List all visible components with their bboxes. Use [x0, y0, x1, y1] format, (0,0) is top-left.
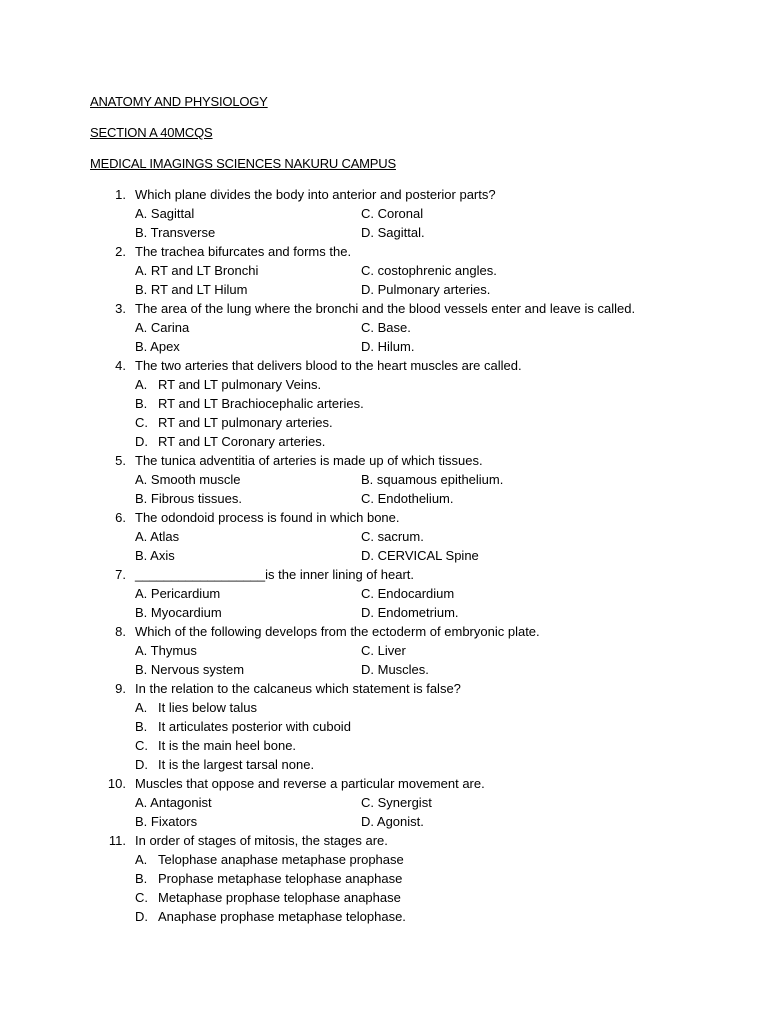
answer-option: C. Base.: [361, 320, 411, 335]
answer-options: [0, 584, 768, 622]
question-number: 8.: [115, 624, 126, 639]
answer-option: B. squamous epithelium.: [361, 472, 504, 487]
answer-option: C. Liver: [361, 643, 406, 658]
question-text: Muscles that oppose and reverse a particular movement are.: [135, 776, 485, 791]
answer-option: A. Atlas: [135, 529, 180, 544]
answer-option: C. Coronal: [361, 206, 424, 221]
answer-option: C. costophrenic angles.: [361, 263, 497, 278]
option-row: [0, 584, 768, 603]
answer-option: [0, 736, 768, 755]
answer-options: [0, 375, 768, 451]
answer-option: [0, 413, 768, 432]
answer-option: D. Sagittal.: [361, 225, 425, 240]
question-text: The area of the lung where the bronchi and the blood vessels enter and leave is called.: [135, 301, 636, 316]
option-text: Telophase anaphase metaphase prophase: [158, 852, 404, 867]
option-row: [0, 489, 768, 508]
campus-heading: MEDICAL IMAGINGS SCIENCES NAKURU CAMPUS: [90, 156, 396, 171]
option-text: It articulates posterior with cuboid: [158, 719, 351, 734]
option-letter: D.: [135, 434, 148, 449]
option-text: Anaphase prophase metaphase telophase.: [158, 909, 406, 924]
question-row: [0, 774, 768, 793]
answer-options: [0, 470, 768, 508]
question-item: [0, 622, 768, 679]
answer-option: D. Hilum.: [361, 339, 415, 354]
option-text: Prophase metaphase telophase anaphase: [158, 871, 403, 886]
option-row: [0, 337, 768, 356]
question-row: [0, 356, 768, 375]
answer-option: B. RT and LT Hilum: [135, 282, 248, 297]
answer-option: D. Muscles.: [361, 662, 429, 677]
answer-option: B. Fibrous tissues.: [135, 491, 242, 506]
option-row: [0, 261, 768, 280]
answer-option: [0, 698, 768, 717]
question-text: The odondoid process is found in which bone.: [135, 510, 400, 525]
question-row: [0, 679, 768, 698]
option-text: RT and LT Brachiocephalic arteries.: [158, 396, 364, 411]
question-number: 10.: [107, 776, 126, 791]
answer-option: [0, 394, 768, 413]
question-text: Which plane divides the body into anterior and posterior parts?: [135, 187, 496, 202]
answer-options: [0, 793, 768, 831]
question-text: The trachea bifurcates and forms the.: [135, 244, 352, 259]
answer-option: [0, 888, 768, 907]
option-text: It is the largest tarsal none.: [158, 757, 315, 772]
question-number: 11.: [108, 833, 126, 848]
option-text: It is the main heel bone.: [158, 738, 297, 753]
answer-options: [0, 261, 768, 299]
option-letter: A.: [135, 852, 148, 867]
question-row: [0, 508, 768, 527]
question-number: 2.: [115, 244, 126, 259]
section-heading: SECTION A 40MCQS: [90, 125, 213, 140]
question-number: 3.: [115, 301, 126, 316]
question-number: 7.: [115, 567, 126, 582]
question-text: The tunica adventitia of arteries is made up of which tissues.: [135, 453, 483, 468]
question-item: [0, 356, 768, 451]
question-row: [0, 622, 768, 641]
option-row: [0, 812, 768, 831]
answer-options: [0, 698, 768, 774]
answer-option: A. RT and LT Bronchi: [135, 263, 259, 278]
question-item: [0, 299, 768, 356]
option-letter: C.: [135, 890, 148, 905]
answer-option: D. Agonist.: [361, 814, 424, 829]
question-row: [0, 565, 768, 584]
option-letter: B.: [135, 871, 148, 886]
question-row: [0, 242, 768, 261]
question-list: [0, 185, 768, 926]
option-text: RT and LT Coronary arteries.: [158, 434, 326, 449]
option-row: [0, 204, 768, 223]
option-row: [0, 318, 768, 337]
question-item: [0, 185, 768, 242]
answer-option: D. Pulmonary arteries.: [361, 282, 491, 297]
answer-option: [0, 375, 768, 394]
question-number: 5.: [115, 453, 126, 468]
answer-options: [0, 527, 768, 565]
option-row: [0, 527, 768, 546]
question-text: The two arteries that delivers blood to the heart muscles are called.: [135, 358, 522, 373]
answer-option: D. Endometrium.: [361, 605, 459, 620]
question-row: [0, 185, 768, 204]
question-item: [0, 451, 768, 508]
answer-option: C. Synergist: [361, 795, 432, 810]
question-text: Which of the following develops from the ectoderm of embryonic plate.: [135, 624, 540, 639]
question-text: __________________is the inner lining of heart.: [135, 567, 415, 582]
answer-option: A. Thymus: [135, 643, 197, 658]
question-item: [0, 242, 768, 299]
answer-option: [0, 717, 768, 736]
answer-option: [0, 755, 768, 774]
answer-option: C. sacrum.: [361, 529, 424, 544]
option-letter: C.: [135, 738, 148, 753]
question-row: [0, 299, 768, 318]
answer-option: A. Carina: [135, 320, 190, 335]
answer-option: [0, 907, 768, 926]
answer-option: C. Endothelium.: [361, 491, 454, 506]
question-text: In order of stages of mitosis, the stages are.: [135, 833, 388, 848]
option-row: [0, 470, 768, 489]
answer-option: B. Myocardium: [135, 605, 222, 620]
answer-option: [0, 850, 768, 869]
question-item: [0, 831, 768, 926]
option-letter: D.: [135, 909, 148, 924]
answer-option: [0, 432, 768, 451]
question-number: 4.: [115, 358, 126, 373]
answer-option: B. Fixators: [135, 814, 198, 829]
question-item: [0, 565, 768, 622]
answer-option: A. Sagittal: [135, 206, 195, 221]
question-number: 9.: [115, 681, 126, 696]
option-letter: C.: [135, 415, 148, 430]
question-row: [0, 831, 768, 850]
option-row: [0, 660, 768, 679]
option-text: RT and LT pulmonary arteries.: [158, 415, 333, 430]
document-title: ANATOMY AND PHYSIOLOGY: [90, 94, 268, 109]
answer-options: [0, 641, 768, 679]
answer-option: B. Nervous system: [135, 662, 245, 677]
option-letter: B.: [135, 396, 148, 411]
answer-option: C. Endocardium: [361, 586, 455, 601]
question-item: [0, 679, 768, 774]
answer-options: [0, 850, 768, 926]
answer-option: A. Pericardium: [135, 586, 221, 601]
option-letter: A.: [135, 377, 148, 392]
question-number: 6.: [115, 510, 126, 525]
option-text: Metaphase prophase telophase anaphase: [158, 890, 401, 905]
option-row: [0, 280, 768, 299]
option-row: [0, 546, 768, 565]
question-number: 1.: [115, 187, 126, 202]
option-letter: D.: [135, 757, 148, 772]
option-row: [0, 223, 768, 242]
question-row: [0, 451, 768, 470]
answer-option: A. Smooth muscle: [135, 472, 241, 487]
answer-option: B. Transverse: [135, 225, 216, 240]
answer-option: D. CERVICAL Spine: [361, 548, 479, 563]
option-text: It lies below talus: [158, 700, 257, 715]
option-row: [0, 793, 768, 812]
question-item: [0, 774, 768, 831]
option-row: [0, 641, 768, 660]
option-letter: B.: [135, 719, 148, 734]
question-text: In the relation to the calcaneus which statement is false?: [135, 681, 461, 696]
option-text: RT and LT pulmonary Veins.: [158, 377, 322, 392]
answer-option: B. Apex: [135, 339, 180, 354]
answer-option: [0, 869, 768, 888]
answer-options: [0, 204, 768, 242]
answer-option: B. Axis: [135, 548, 175, 563]
question-item: [0, 508, 768, 565]
answer-options: [0, 318, 768, 356]
option-letter: A.: [135, 700, 148, 715]
answer-option: A. Antagonist: [135, 795, 212, 810]
option-row: [0, 603, 768, 622]
